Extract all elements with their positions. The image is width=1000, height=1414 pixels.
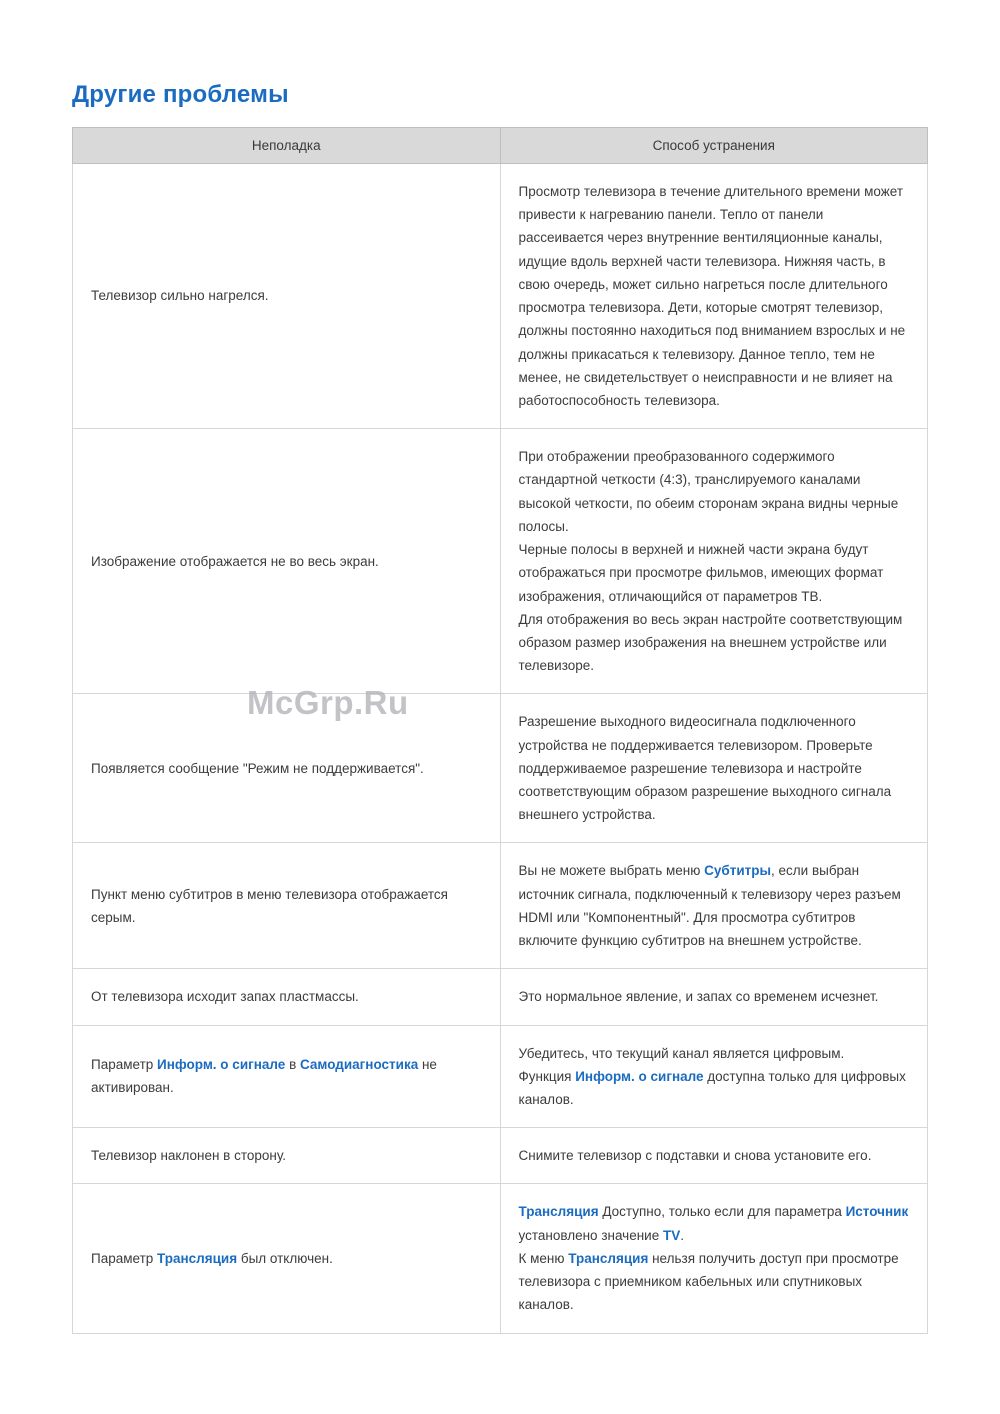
column-header-solution: Способ устранения [500, 128, 928, 164]
solution-cell: Трансляция Доступно, только если для параметра Источник установлено значение TV. К меню Трансляция нельзя получить доступ при просмотре телевизора с приемником кабельных или спутниковых каналов. [500, 1184, 928, 1333]
issue-cell: Параметр Информ. о сигнале в Самодиагностика не активирован. [73, 1025, 501, 1128]
page-title: Другие проблемы [72, 81, 289, 109]
table-header [73, 128, 928, 164]
issue-cell: Пункт меню субтитров в меню телевизора отображается серым. [73, 843, 501, 969]
issue-cell: Телевизор сильно нагрелся. [73, 164, 501, 429]
solution-cell: Разрешение выходного видеосигнала подключенного устройства не поддерживается телевизором. Проверьте поддерживаемое разрешение телевизора и настройте соответствующим образом разрешение выходного сигнала внешнего устройства. [500, 694, 928, 843]
solution-cell: Вы не можете выбрать меню Субтитры, если выбран источник сигнала, подключенный к телевизору через разъем HDMI или "Компонентный". Для просмотра субтитров включите функцию субтитров на внешнем устройстве. [500, 843, 928, 969]
table-row [73, 429, 928, 694]
table-row [73, 1184, 928, 1333]
issue-cell: От телевизора исходит запах пластмассы. [73, 969, 501, 1025]
solution-cell: Просмотр телевизора в течение длительного времени может привести к нагреванию панели. Тепло от панели рассеивается через внутренние вентиляционные каналы, идущие вдоль верхней части телевизора. Нижняя часть, в свою очередь, может сильно нагреться после длительного просмотра телевизора. Дети, которые смотрят телевизор, должны постоянно находиться под вниманием взрослых и не должны прикасаться к телевизору. Данное тепло, тем не менее, не свидетельствует о неисправности и не влияет на работоспособность телевизора. [500, 164, 928, 429]
table-row [73, 164, 928, 429]
table-row [73, 969, 928, 1025]
issue-cell: Параметр Трансляция был отключен. [73, 1184, 501, 1333]
table-row [73, 1025, 928, 1128]
issue-cell: Появляется сообщение "Режим не поддерживается". [73, 694, 501, 843]
column-header-issue: Неполадка [73, 128, 501, 164]
table-body [73, 164, 928, 1334]
table-row [73, 694, 928, 843]
table-row [73, 843, 928, 969]
solution-cell: Снимите телевизор с подставки и снова установите его. [500, 1128, 928, 1184]
solution-cell: При отображении преобразованного содержимого стандартной четкости (4:3), транслируемого каналами высокой четкости, по обеим сторонам экрана видны черные полосы. Черные полосы в верхней и нижней части экрана будут отображаться при просмотре фильмов, имеющих формат изображения, отличающийся от параметров ТВ. Для отображения во весь экран настройте соответствующим образом размер изображения на внешнем устройстве или телевизоре. [500, 429, 928, 694]
troubleshooting-table [72, 127, 928, 1334]
watermark: McGrp.Ru [247, 684, 409, 721]
issue-cell: Изображение отображается не во весь экран. [73, 429, 501, 694]
table-header-row [73, 128, 928, 164]
solution-cell: Убедитесь, что текущий канал является цифровым. Функция Информ. о сигнале доступна только для цифровых каналов. [500, 1025, 928, 1128]
table-row [73, 1128, 928, 1184]
issue-cell: Телевизор наклонен в сторону. [73, 1128, 501, 1184]
solution-cell: Это нормальное явление, и запах со временем исчезнет. [500, 969, 928, 1025]
